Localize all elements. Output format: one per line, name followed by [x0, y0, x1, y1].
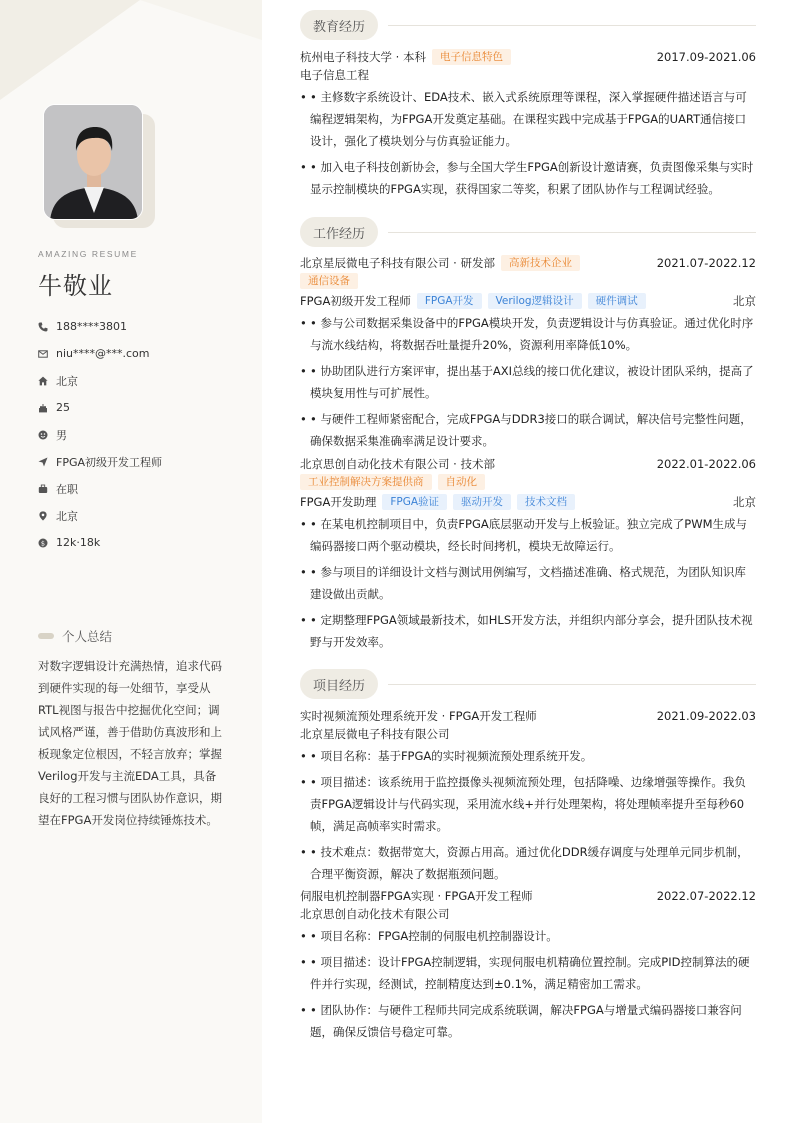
project-name: 实时视频流预处理系统开发 · FPGA开发工程师: [300, 709, 537, 723]
info-location-text: 北京: [56, 509, 78, 523]
list-item: • • 项目描述：该系统用于监控摄像头视频流预处理，包括降噪、边缘增强等操作。我负责FPGA逻辑设计与代码实现，采用流水线+并行处理架构，将处理帧率提升至每秒60帧，满足高帧率实时需求。: [300, 771, 756, 837]
job-position: FPGA开发助理: [300, 495, 377, 509]
list-item: • • 定期整理FPGA领域最新技术，如HLS开发方法，并组织内部分享会，提升团队技术视野与开发效率。: [300, 609, 756, 653]
project-dates: 2022.07-2022.12: [656, 889, 756, 903]
job-dates: 2021.07-2022.12: [656, 256, 756, 270]
info-status-text: 在职: [56, 482, 78, 496]
svg-text:$: $: [40, 538, 46, 547]
info-gender: [38, 421, 253, 448]
project-entry: [300, 707, 756, 889]
job-entry: [300, 455, 756, 657]
summary-text: 对数字逻辑设计充满热情，追求代码到硬件实现的每一处细节，享受从RTL视图与报告中挖掘优化空间；调试风格严谨，善于借助仿真波形和上板现象定位根因，不轻言放弃；掌握Verilog开发与主流EDA工具，具备良好的工程习惯与团队协作意识，期望在FPGA开发岗位持续锤炼技术。: [38, 659, 222, 827]
candidate-name: 牛敬业: [38, 272, 113, 300]
skill-tag: 硬件调试: [588, 293, 646, 309]
resume-brand: AMAZING RESUME: [38, 249, 138, 259]
education-bullets: [300, 86, 756, 200]
avatar: [43, 104, 143, 220]
list-item: • • 团队协作：与硬件工程师共同完成系统联调，解决FPGA与增量式编码器接口兼容问题，确保反馈信号稳定可靠。: [300, 999, 756, 1043]
send-icon: [38, 457, 56, 467]
education-dates: 2017.09-2021.06: [656, 50, 756, 64]
list-item: • • 参与项目的详细设计文档与测试用例编写，文档描述准确、格式规范，为团队知识库建设做出贡献。: [300, 561, 756, 605]
work-section-header: [300, 217, 756, 247]
skill-tag: 驱动开发: [453, 494, 511, 510]
project-name: 伺服电机控制器FPGA实现 · FPGA开发工程师: [300, 889, 533, 903]
skill-tag: 技术文档: [517, 494, 575, 510]
summary-header: [38, 627, 112, 645]
profile-photo: [43, 104, 155, 228]
sidebar: [0, 0, 262, 1123]
skill-tag: FPGA验证: [382, 494, 447, 510]
info-phone-text: 188****3801: [56, 320, 127, 333]
summary-accent-bar: [38, 633, 54, 639]
cake-icon: [38, 403, 56, 413]
job-position: FPGA初级开发工程师: [300, 294, 411, 308]
list-item: • • 主修数字系统设计、EDA技术、嵌入式系统原理等课程，深入掌握硬件描述语言与可编程逻辑架构，为FPGA开发奠定基础。在课程实践中完成基于FPGA的UART通信接口设计，强化了模块划分与仿真验证能力。: [300, 86, 756, 152]
info-email: [38, 340, 253, 367]
projects-section-header: [300, 669, 756, 699]
job-city: 北京: [733, 294, 756, 308]
info-status: [38, 475, 253, 502]
project-company: 北京思创自动化技术有限公司: [300, 907, 450, 921]
gender-icon: [38, 430, 56, 440]
company-tag: 工业控制解决方案提供商: [300, 474, 432, 490]
job-bullets: [300, 312, 756, 452]
info-gender-text: 男: [56, 428, 67, 442]
education-section-header: [300, 10, 756, 40]
mail-icon: [38, 349, 56, 359]
location-icon: [38, 511, 56, 521]
project-bullets: [300, 925, 756, 1043]
list-item: • • 协助团队进行方案评审，提出基于AXI总线的接口优化建议，被设计团队采纳，提高了模块复用性与可扩展性。: [300, 360, 756, 404]
job-entry: [300, 254, 756, 456]
project-bullets: [300, 745, 756, 885]
major: 电子信息工程: [300, 68, 369, 82]
company-tag: 自动化: [438, 474, 486, 490]
info-hometown-text: 北京: [56, 374, 78, 388]
project-entry: [300, 887, 756, 1047]
phone-icon: [38, 322, 56, 332]
list-item: • • 项目名称：FPGA控制的伺服电机控制器设计。: [300, 925, 756, 947]
info-salary-text: 12k·18k: [56, 536, 101, 549]
job-dates: 2022.01-2022.06: [656, 457, 756, 471]
work-section-title: 工作经历: [300, 217, 378, 247]
info-age-text: 25: [56, 401, 70, 414]
info-job-target: [38, 448, 253, 475]
project-dates: 2021.09-2022.03: [656, 709, 756, 723]
section-divider: [388, 684, 756, 685]
info-email-text: niu****@***.com: [56, 347, 150, 360]
list-item: • • 在某电机控制项目中，负责FPGA底层驱动开发与上板验证。独立完成了PWM生成与编码器接口两个驱动模块，经长时间拷机，模块无故障运行。: [300, 513, 756, 557]
info-salary: [38, 529, 253, 556]
section-divider: [388, 232, 756, 233]
info-phone: [38, 313, 253, 340]
company-name: 北京思创自动化技术有限公司 · 技术部: [300, 457, 495, 471]
job-city: 北京: [733, 495, 756, 509]
education-entry: [300, 48, 756, 204]
education-section-title: 教育经历: [300, 10, 378, 40]
company-tag: 通信设备: [300, 273, 358, 289]
list-item: • • 项目描述：设计FPGA控制逻辑，实现伺服电机精确位置控制。完成PID控制算法的硬件并行实现，经测试，控制精度达到±0.1%，满足精密加工需求。: [300, 951, 756, 995]
projects-section-title: 项目经历: [300, 669, 378, 699]
info-age: [38, 394, 253, 421]
skill-tag: Verilog逻辑设计: [488, 293, 582, 309]
info-location: [38, 502, 253, 529]
school-tag: 电子信息特色: [432, 49, 511, 65]
info-job-target-text: FPGA初级开发工程师: [56, 455, 163, 469]
job-bullets: [300, 513, 756, 653]
info-hometown: [38, 367, 253, 394]
list-item: • • 技术难点：数据带宽大，资源占用高。通过优化DDR缓存调度与处理单元同步机制，合理平衡资源，解决了数据瓶颈问题。: [300, 841, 756, 885]
status-icon: [38, 484, 56, 494]
skill-tag: FPGA开发: [417, 293, 482, 309]
list-item: • • 加入电子科技创新协会，参与全国大学生FPGA创新设计邀请赛，负责图像采集与实时显示控制模块的FPGA实现，获得国家二等奖，积累了团队协作与工程调试经验。: [300, 156, 756, 200]
company-tag: 高新技术企业: [501, 255, 580, 271]
list-item: • • 与硬件工程师紧密配合，完成FPGA与DDR3接口的联合调试，解决信号完整性问题，确保数据采集准确率满足设计要求。: [300, 408, 756, 452]
school-name: 杭州电子科技大学 · 本科: [300, 50, 426, 64]
contact-info-list: [38, 313, 253, 556]
list-item: • • 参与公司数据采集设备中的FPGA模块开发，负责逻辑设计与仿真验证。通过优化时序与流水线结构，将数据吞吐量提升20%，资源利用率降低10%。: [300, 312, 756, 356]
section-divider: [388, 25, 756, 26]
home-icon: [38, 376, 56, 386]
list-item: • • 项目名称：基于FPGA的实时视频流预处理系统开发。: [300, 745, 756, 767]
salary-icon: [38, 538, 56, 548]
company-name: 北京星辰微电子科技有限公司 · 研发部: [300, 256, 495, 270]
project-company: 北京星辰微电子科技有限公司: [300, 727, 450, 741]
summary-title: 个人总结: [62, 629, 113, 644]
